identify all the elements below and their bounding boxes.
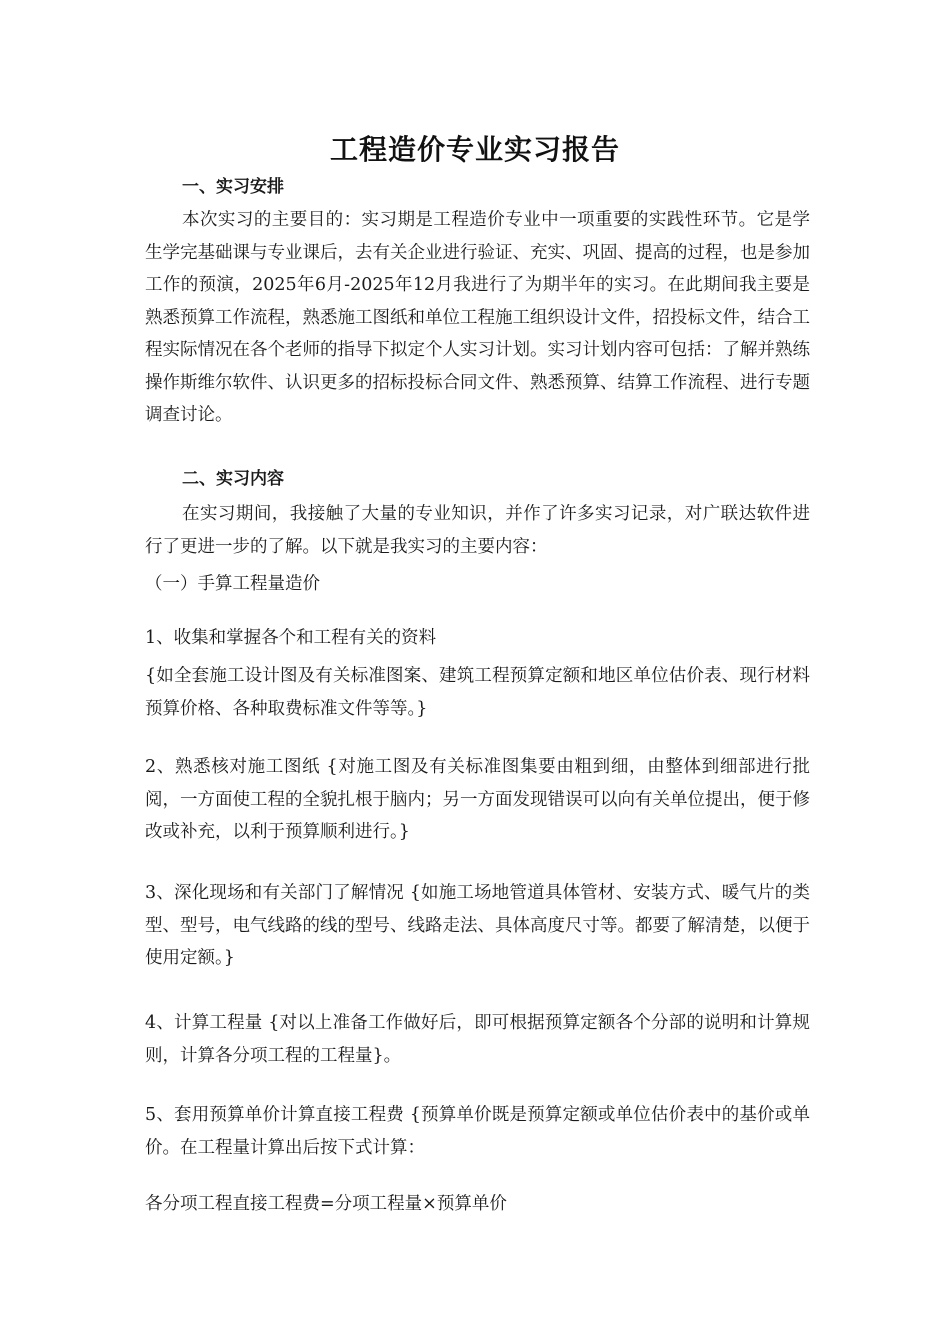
section-heading-content: 二、实习内容 <box>182 469 284 489</box>
list-item-5: 5、套用预算单价计算直接工程费 {预算单价既是预算定额或单位估价表中的基价或单价。在工程量计算出后按下式计算： <box>145 1105 810 1158</box>
list-item-4: 4、计算工程量 {对以上准备工作做好后，即可根据预算定额各个分部的说明和计算规则，计算各分项工程的工程量}。 <box>145 1013 810 1066</box>
document-title: 工程造价专业实习报告 <box>329 133 620 166</box>
section-heading-arrangement: 一、实习安排 <box>182 177 284 197</box>
list-item-1-title: 1、收集和掌握各个和工程有关的资料 <box>145 628 437 648</box>
subheading-manual-calculation: （一）手算工程量造价 <box>145 574 320 594</box>
paragraph-content-intro: 在实习期间，我接触了大量的专业知识，并作了许多实习记录，对广联达软件进行了更进一步的了解。以下就是我实习的主要内容： <box>145 504 810 557</box>
list-item-2: 2、熟悉核对施工图纸 {对施工图及有关标准图集要由粗到细，由整体到细部进行批阅，一方面使工程的全貌扎根于脑内；另一方面发现错误可以向有关单位提出，便于修改或补充，以利于预算顺利进行。} <box>145 757 810 842</box>
formula-line: 各分项工程直接工程费=分项工程量×预算单价 <box>145 1194 507 1214</box>
list-item-1-body: {如全套施工设计图及有关标准图案、建筑工程预算定额和地区单位估价表、现行材料预算价格、各种取费标准文件等等。} <box>145 666 810 719</box>
paragraph-arrangement: 本次实习的主要目的：实习期是工程造价专业中一项重要的实践性环节。它是学生学完基础课与专业课后，去有关企业进行验证、充实、巩固、提高的过程，也是参加工作的预演，2025年6月-2025年12月我进行了为期半年的实习。在此期间我主要是熟悉预算工作流程，熟悉施工图纸和单位工程施工组织设计文件，招投标文件，结合工程实际情况在各个老师的指导下拟定个人实习计划。实习计划内容可包括：了解并熟练操作斯维尔软件、认识更多的招标投标合同文件、熟悉预算、结算工作流程、进行专题调查讨论。 <box>145 210 810 425</box>
list-item-3: 3、深化现场和有关部门了解情况 {如施工场地管道具体管材、安装方式、暖气片的类型、型号，电气线路的线的型号、线路走法、具体高度尺寸等。都要了解清楚，以便于使用定额。} <box>145 883 810 968</box>
